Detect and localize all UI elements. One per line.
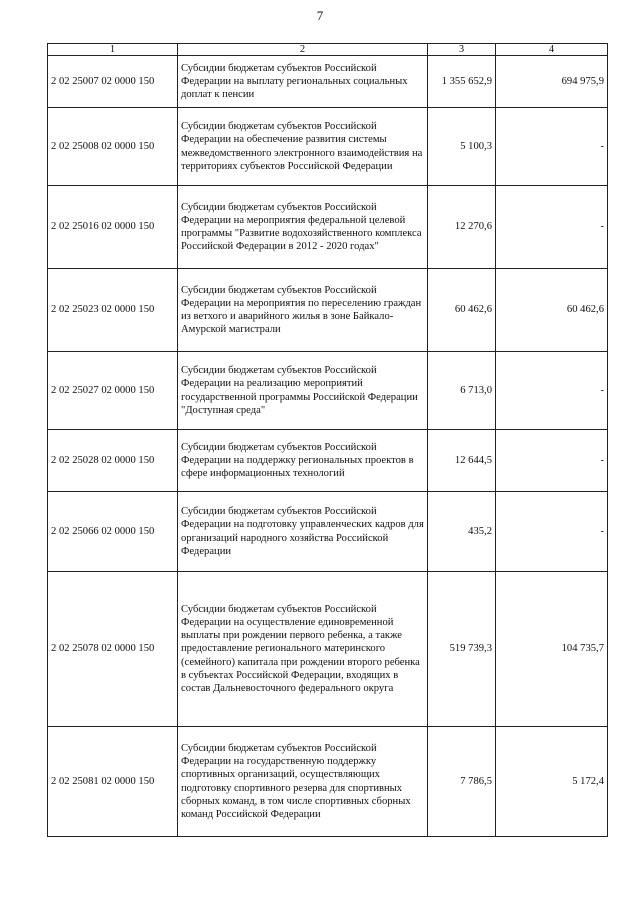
amount-col3: 12 644,5: [428, 430, 496, 492]
description: Субсидии бюджетам субъектов Российской Федерации на осуществление единовременной выплаты при рождении первого ребенка, а также предоставление регионального материнского (семейного) капитала при рождении второго ребенка в субъектах Российской Федерации, входящих в состав Дальневосточного федерального округа: [178, 572, 428, 727]
amount-col4: -: [496, 352, 608, 430]
budget-code: 2 02 25027 02 0000 150: [48, 352, 178, 430]
amount-col3: 6 713,0: [428, 352, 496, 430]
amount-col3: 1 355 652,9: [428, 56, 496, 108]
budget-code: 2 02 25078 02 0000 150: [48, 572, 178, 727]
amount-col4: 104 735,7: [496, 572, 608, 727]
table-row: [48, 186, 608, 269]
description: Субсидии бюджетам субъектов Российской Федерации на обеспечение развития системы межведомственного электронного взаимодействия на территориях субъектов Российской Федерации: [178, 108, 428, 186]
amount-col4: 60 462,6: [496, 269, 608, 352]
table-row: [48, 352, 608, 430]
budget-code: 2 02 25016 02 0000 150: [48, 186, 178, 269]
amount-col3: 60 462,6: [428, 269, 496, 352]
table-row: [48, 56, 608, 108]
amount-col4: -: [496, 492, 608, 572]
description: Субсидии бюджетам субъектов Российской Федерации на поддержку региональных проектов в сфере информационных технологий: [178, 430, 428, 492]
table-row: [48, 492, 608, 572]
column-header-4: 4: [496, 44, 608, 56]
amount-col4: -: [496, 108, 608, 186]
description: Субсидии бюджетам субъектов Российской Федерации на подготовку управленческих кадров для организаций народного хозяйства Российской Федерации: [178, 492, 428, 572]
budget-code: 2 02 25007 02 0000 150: [48, 56, 178, 108]
table-row: [48, 269, 608, 352]
amount-col3: 12 270,6: [428, 186, 496, 269]
description: Субсидии бюджетам субъектов Российской Федерации на государственную поддержку спортивных организаций, осуществляющих подготовку спортивного резерва для спортивных сборных команд, в том числе спортивных сборных команд Российской Федерации: [178, 727, 428, 837]
amount-col3: 7 786,5: [428, 727, 496, 837]
budget-table: [47, 43, 608, 837]
page-number: 7: [316, 8, 324, 23]
amount-col4: 694 975,9: [496, 56, 608, 108]
budget-code: 2 02 25023 02 0000 150: [48, 269, 178, 352]
column-header-2: 2: [178, 44, 428, 56]
column-header-1: 1: [48, 44, 178, 56]
amount-col4: -: [496, 430, 608, 492]
amount-col3: 435,2: [428, 492, 496, 572]
budget-code: 2 02 25081 02 0000 150: [48, 727, 178, 837]
amount-col3: 519 739,3: [428, 572, 496, 727]
table-row: [48, 572, 608, 727]
amount-col4: 5 172,4: [496, 727, 608, 837]
table-row: [48, 727, 608, 837]
table-row: [48, 430, 608, 492]
column-header-3: 3: [428, 44, 496, 56]
description: Субсидии бюджетам субъектов Российской Федерации на мероприятия федеральной целевой программы "Развитие водохозяйственного комплекса Российской Федерации в 2012 - 2020 годах": [178, 186, 428, 269]
amount-col4: -: [496, 186, 608, 269]
amount-col3: 5 100,3: [428, 108, 496, 186]
description: Субсидии бюджетам субъектов Российской Федерации на реализацию мероприятий государственной программы Российской Федерации "Доступная среда": [178, 352, 428, 430]
budget-code: 2 02 25028 02 0000 150: [48, 430, 178, 492]
budget-code: 2 02 25066 02 0000 150: [48, 492, 178, 572]
budget-code: 2 02 25008 02 0000 150: [48, 108, 178, 186]
table-header-row: [48, 44, 608, 56]
description: Субсидии бюджетам субъектов Российской Федерации на выплату региональных социальных доплат к пенсии: [178, 56, 428, 108]
description: Субсидии бюджетам субъектов Российской Федерации на мероприятия по переселению граждан из ветхого и аварийного жилья в зоне Байкало-Амурской магистрали: [178, 269, 428, 352]
table-row: [48, 108, 608, 186]
